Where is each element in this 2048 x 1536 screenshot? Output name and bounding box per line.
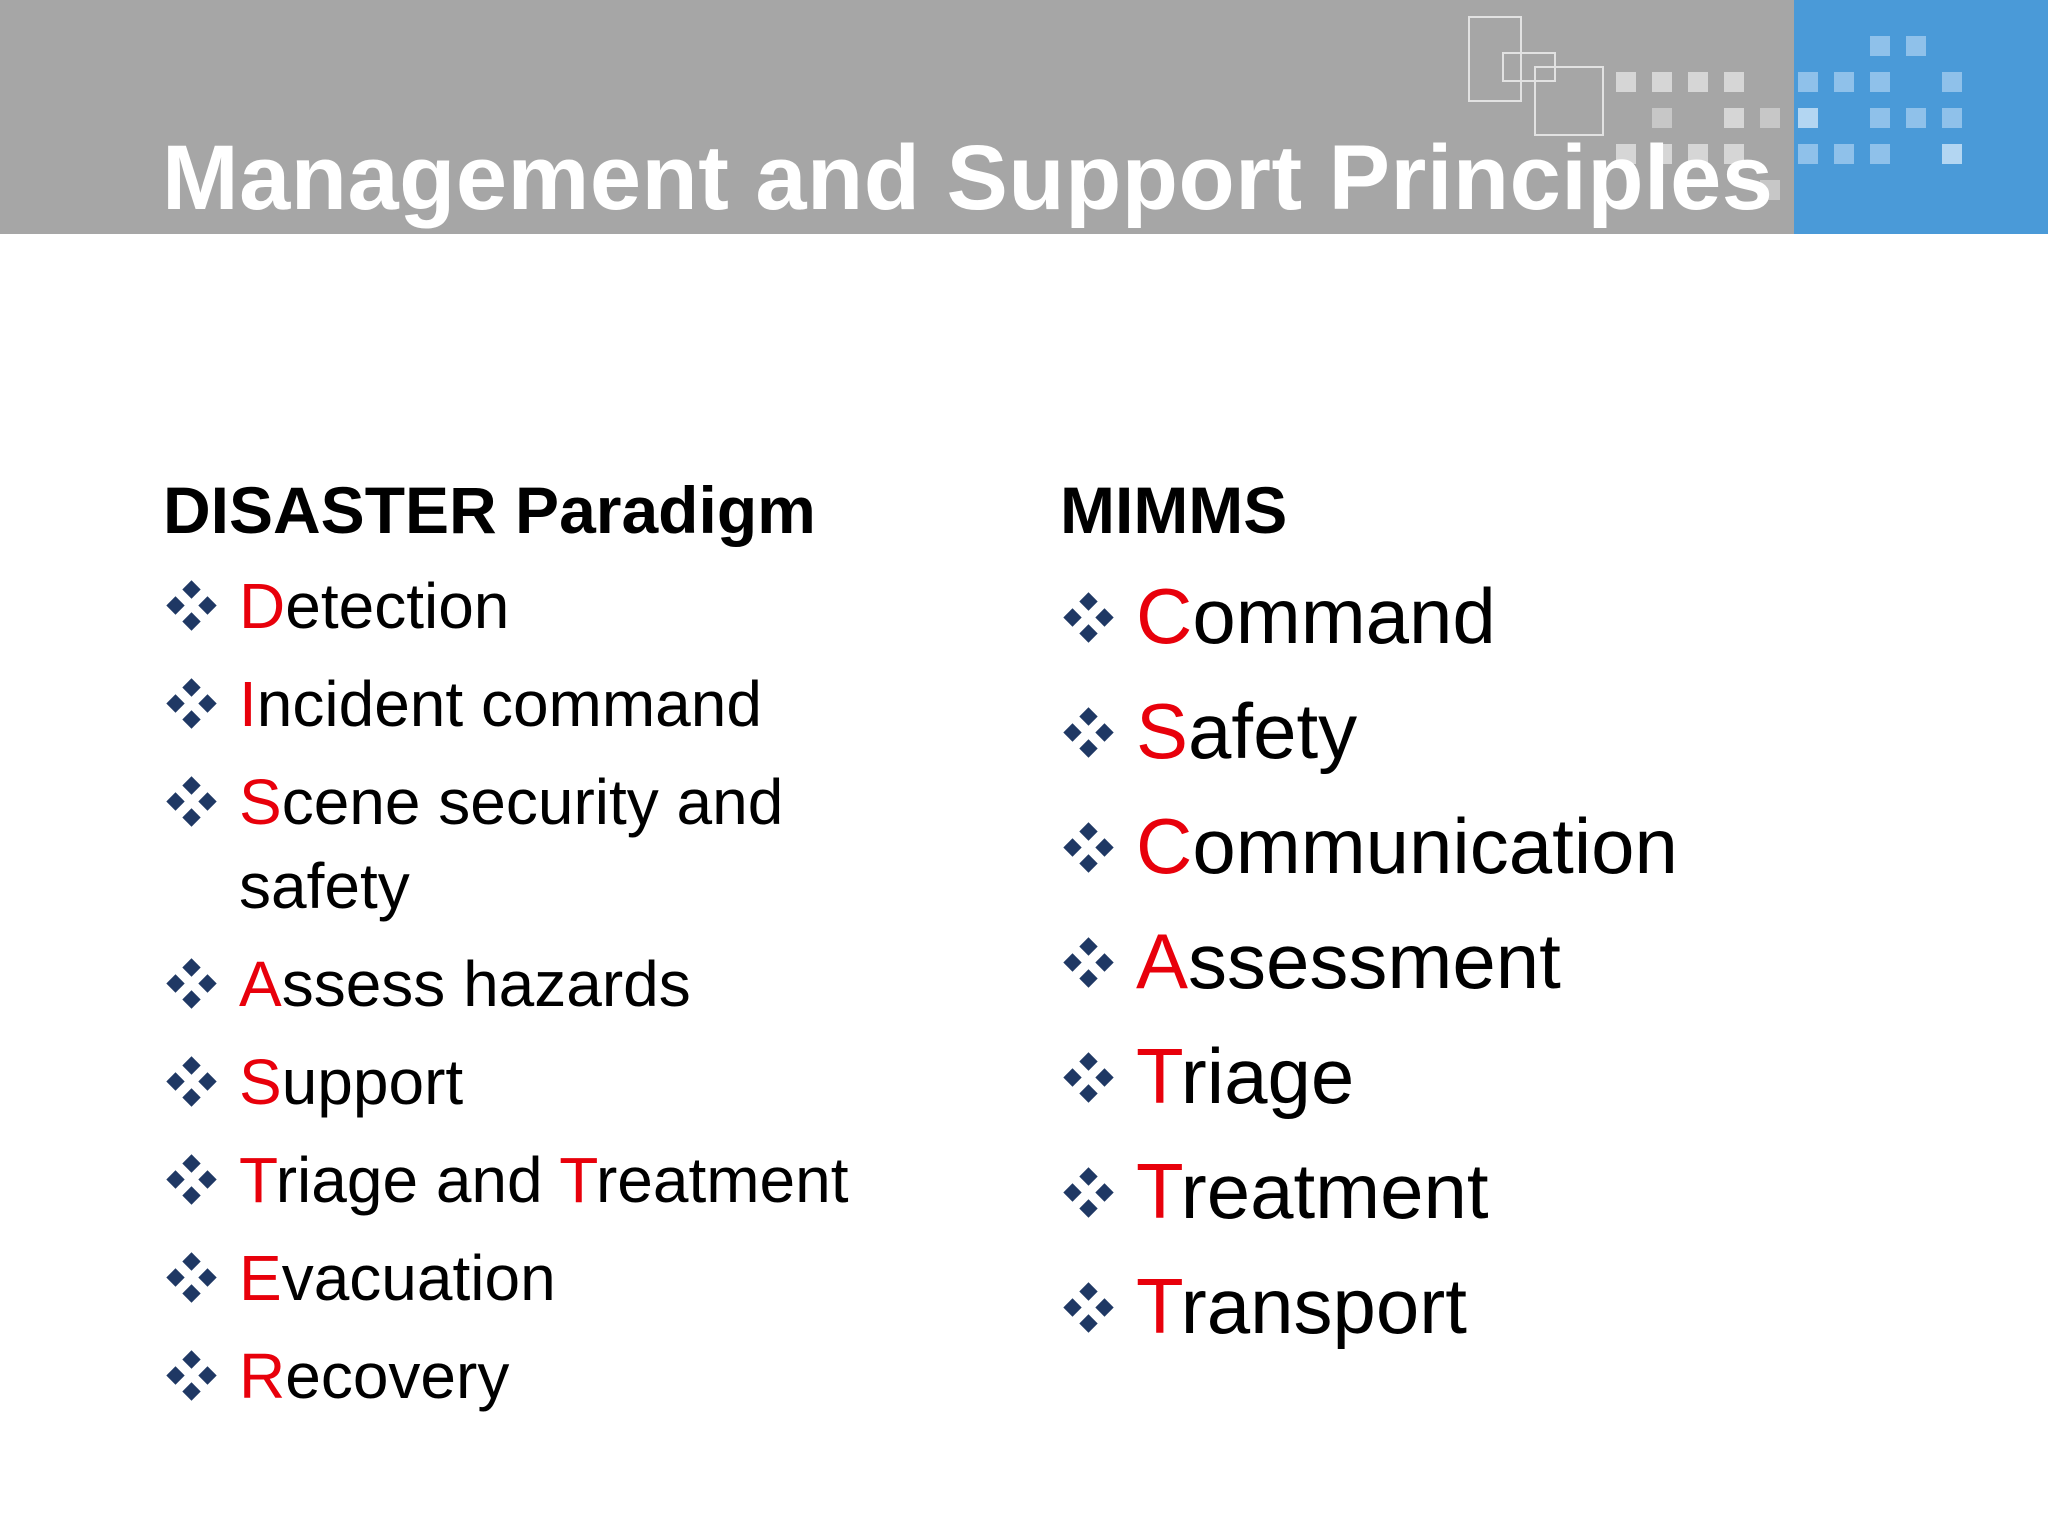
item-text: afety (1188, 687, 1358, 775)
decor-square (1798, 144, 1818, 164)
disaster-paradigm-list (163, 564, 923, 1418)
decor-square (1870, 108, 1890, 128)
decor-square (1942, 144, 1962, 164)
decor-square (1724, 72, 1744, 92)
acronym-letter: I (239, 668, 257, 740)
list-item (163, 1334, 923, 1418)
slide-title: Management and Support Principles (162, 127, 1774, 229)
decor-square (1834, 72, 1854, 92)
four-diamond-bullet-icon (1064, 1168, 1114, 1218)
decor-square (1798, 72, 1818, 92)
acronym-letter: R (239, 1340, 286, 1412)
decor-square (1870, 72, 1890, 92)
item-text: reatment (1180, 1147, 1489, 1235)
decor-square (1652, 72, 1672, 92)
acronym-letter: A (1136, 917, 1189, 1005)
list-item (163, 760, 923, 928)
decor-square (1906, 108, 1926, 128)
item-text: ecovery (285, 1340, 510, 1412)
acronym-letter: S (239, 766, 282, 838)
item-text: riage (1180, 1032, 1355, 1120)
four-diamond-bullet-icon (167, 1351, 217, 1401)
acronym-letter: T (1136, 1032, 1181, 1120)
decor-square (1942, 108, 1962, 128)
decor-square (1760, 108, 1780, 128)
decor-square (1870, 144, 1890, 164)
mimms-column (1060, 470, 1960, 1355)
four-diamond-bullet-icon (167, 1057, 217, 1107)
acronym-letter: T (1136, 1147, 1181, 1235)
item-text: ommunication (1192, 802, 1678, 890)
item-text: reatment (595, 1144, 849, 1216)
mimms-heading: MIMMS (1060, 473, 1288, 547)
four-diamond-bullet-icon (1064, 938, 1114, 988)
decor-square (1942, 72, 1962, 92)
list-item (163, 564, 923, 648)
list-item (1060, 1142, 1960, 1240)
four-diamond-bullet-icon (1064, 593, 1114, 643)
four-diamond-bullet-icon (1064, 1053, 1114, 1103)
mimms-list (1060, 567, 1960, 1355)
acronym-letter: T (239, 1144, 276, 1216)
item-text: ssess hazards (281, 948, 691, 1020)
list-item (1060, 682, 1960, 780)
list-item (163, 942, 923, 1026)
acronym-letter: D (239, 570, 286, 642)
list-item (163, 662, 923, 746)
decor-square (1652, 108, 1672, 128)
acronym-letter: C (1136, 802, 1193, 890)
decor-square (1906, 36, 1926, 56)
decor-square (1724, 108, 1744, 128)
list-item (1060, 1257, 1960, 1355)
acronym-letter: E (239, 1242, 282, 1314)
disaster-paradigm-column (163, 470, 923, 1418)
item-text: vacuation (281, 1242, 556, 1314)
four-diamond-bullet-icon (167, 777, 217, 827)
acronym-letter: A (239, 948, 282, 1020)
item-text: ommand (1192, 572, 1496, 660)
acronym-letter: T (1136, 1262, 1181, 1350)
item-text: riage and (275, 1144, 560, 1216)
decor-square (1798, 108, 1818, 128)
decor-square (1834, 144, 1854, 164)
four-diamond-bullet-icon (1064, 823, 1114, 873)
item-text: ssessment (1188, 917, 1561, 1005)
four-diamond-bullet-icon (1064, 708, 1114, 758)
list-item (163, 1138, 923, 1222)
four-diamond-bullet-icon (1064, 1283, 1114, 1333)
list-item (1060, 567, 1960, 665)
acronym-letter: C (1136, 572, 1193, 660)
acronym-letter: T (559, 1144, 596, 1216)
decor-square (1616, 72, 1636, 92)
item-text: ransport (1180, 1262, 1467, 1350)
item-text: cene security and safety (239, 766, 784, 922)
slide-header (0, 0, 2048, 234)
item-text: upport (281, 1046, 464, 1118)
four-diamond-bullet-icon (167, 1253, 217, 1303)
decor-square (1870, 36, 1890, 56)
four-diamond-bullet-icon (167, 581, 217, 631)
list-item (163, 1236, 923, 1320)
decor-square (1688, 72, 1708, 92)
list-item (1060, 912, 1960, 1010)
list-item (1060, 797, 1960, 895)
acronym-letter: S (239, 1046, 282, 1118)
four-diamond-bullet-icon (167, 959, 217, 1009)
list-item (163, 1040, 923, 1124)
acronym-letter: S (1136, 687, 1189, 775)
four-diamond-bullet-icon (167, 679, 217, 729)
four-diamond-bullet-icon (167, 1155, 217, 1205)
disaster-paradigm-heading: DISASTER Paradigm (163, 473, 816, 547)
item-text: ncident command (256, 668, 762, 740)
list-item (1060, 1027, 1960, 1125)
item-text: etection (285, 570, 510, 642)
